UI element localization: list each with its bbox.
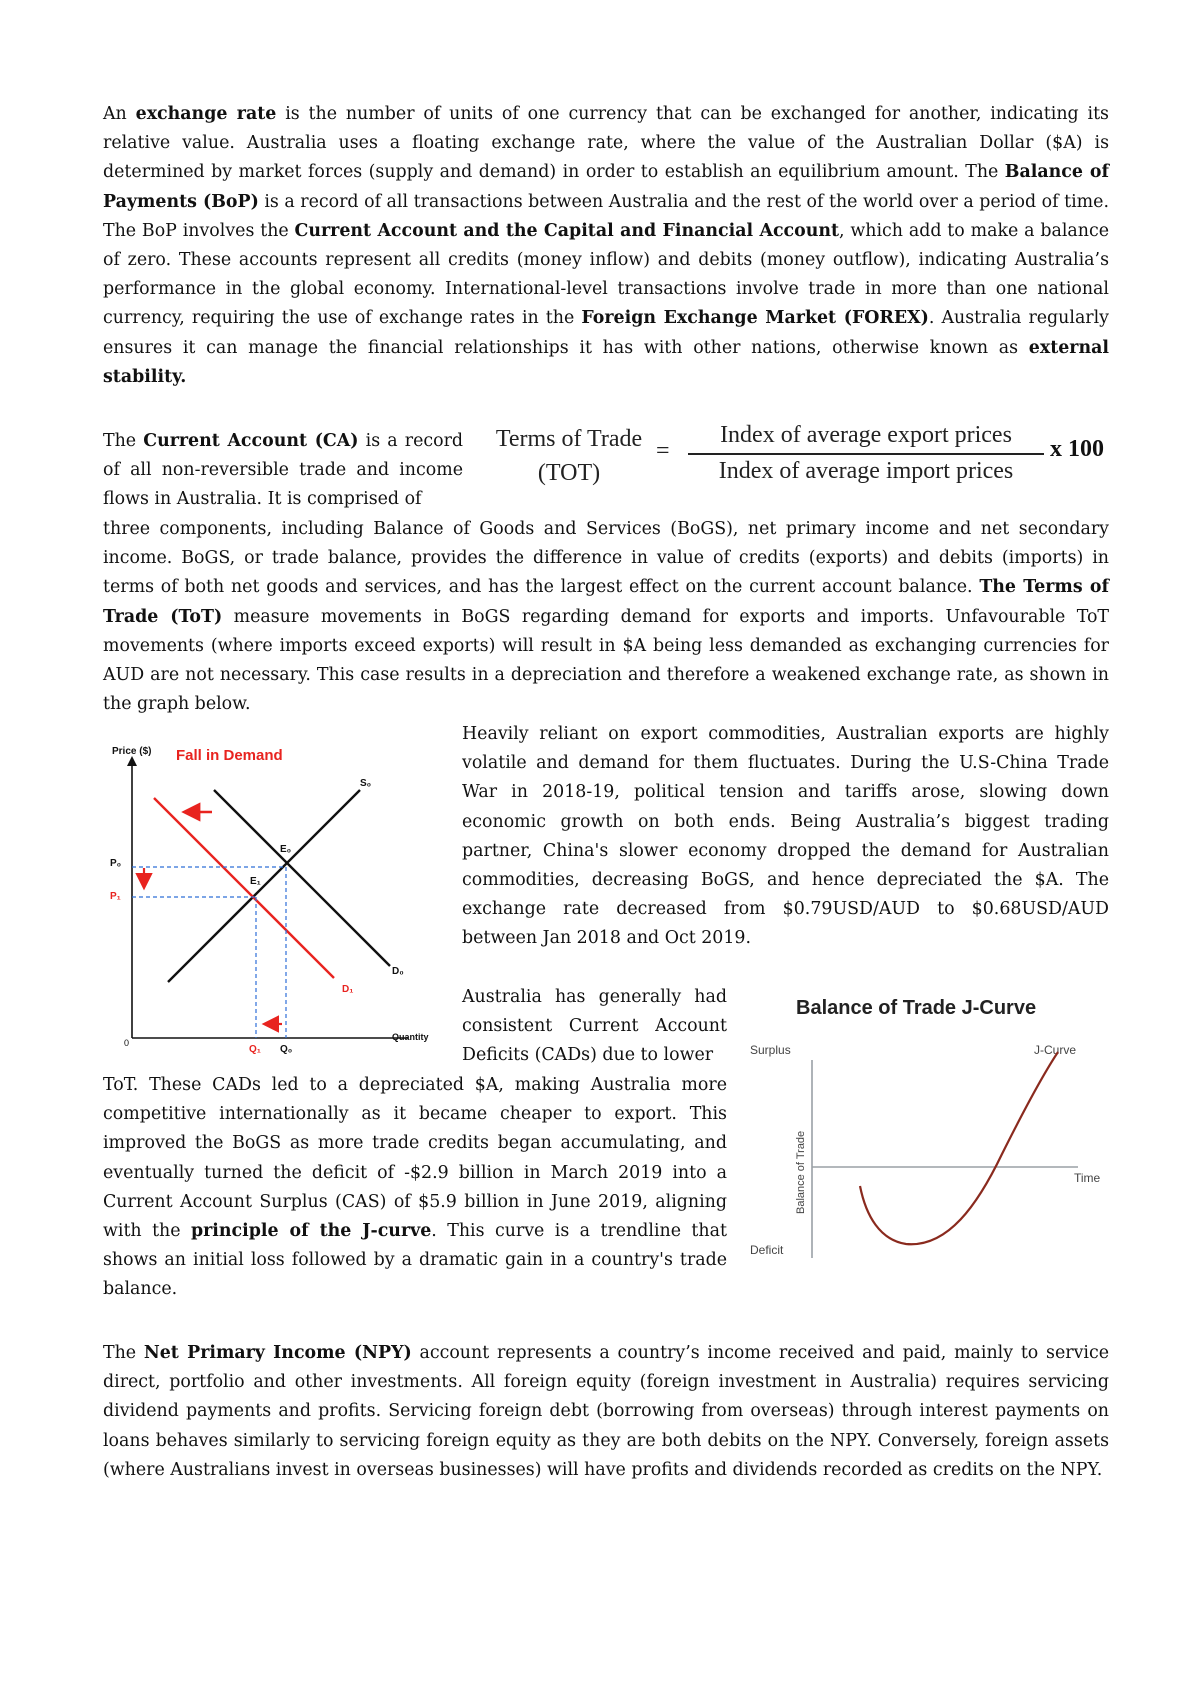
formula-lhs-abbrev: (TOT) xyxy=(537,460,601,486)
graph-title: Fall in Demand xyxy=(176,747,283,764)
formula-numerator: Index of average export prices xyxy=(720,422,1012,448)
text-run: three components, including Balance of Goods and Services (BoGS), net primary income and net secondary income. BoGS, or trade balance, provides the difference in value of credits (exports) and debits (imports) in terms of both net goods and services, and has the largest effect on the current account balance. xyxy=(103,519,1109,598)
text-run: measure movements in BoGS regarding demand for exports and imports. Unfavourable ToT movements (where imports exceed exports) will result in $A being less demanded as exchanging currencies for AUD are not necessary. This case results in a depreciation and therefore a weakened exchange rate, as shown in the graph below. xyxy=(103,606,1110,715)
bold-term: Net Primary Income (NPY) xyxy=(143,1343,412,1363)
time-axis-label: Time xyxy=(1074,1171,1101,1185)
bold-term: Foreign Exchange Market (FOREX) xyxy=(581,308,929,329)
current-account-paragraph-start xyxy=(103,427,463,515)
text-run: The xyxy=(103,1343,144,1363)
j-curve-graph xyxy=(748,990,1118,1260)
surplus-label: Surplus xyxy=(750,1043,791,1057)
p1-label: P₁ xyxy=(110,891,121,902)
bold-term: Current Account and the Capital and Financial Account xyxy=(294,220,840,241)
terms-of-trade-formula xyxy=(474,420,1114,490)
text-run: . This curve is a trendline that shows an initial loss followed by a dramatic gain in a country's trade balance. xyxy=(103,1221,727,1300)
new-demand-curve xyxy=(154,798,334,978)
supply-curve xyxy=(168,790,360,982)
intro-paragraph xyxy=(103,100,1109,392)
text-run: ToT. These CADs led to a depreciated $A, making Australia more competitive internationally as it became cheaper to export. This improved the BoGS as more trade credits began accumulating, and eventually turned the deficit of -$2.9 billion in March 2019 into a Current Account Surplus (CAS) of $5.9 billion in June 2019, aligning with the xyxy=(103,1075,727,1242)
text-run: . Australia regularly ensures it can manage the financial relationships it has with other nations, otherwise known as xyxy=(103,308,1110,358)
bold-term: external stability. xyxy=(103,337,1109,387)
text-run: Heavily reliant on export commodities, Australian exports are highly volatile and demand for them fluctuates. During the U.S-China Trade War in 2018-19, political tension and tariffs arose, slowing down economic growth on both ends. Being Australia’s biggest trading partner, China's slower economy dropped the demand for Australian commodities, decreasing BoGS, and hence depreciated the $A. The exchange rate decreased from $0.79USD/AUD to $0.68USD/AUD between Jan 2018 and Oct 2019. xyxy=(462,724,1109,949)
bold-term: principle of the J-curve xyxy=(190,1221,432,1242)
bold-term: exchange rate xyxy=(135,104,277,124)
formula-denominator: Index of average import prices xyxy=(718,458,1014,484)
j-curve-line xyxy=(860,1052,1058,1244)
trade-balance-axis-label: Balance of Trade xyxy=(795,1130,807,1214)
original-demand-curve xyxy=(214,790,390,966)
formula-equals: = xyxy=(656,438,670,464)
formula-fraction-bar xyxy=(688,453,1044,455)
trade-war-paragraph xyxy=(462,720,1109,954)
text-run: An xyxy=(103,104,136,124)
cad-paragraph-start xyxy=(462,983,727,1071)
curve-label: J-Curve xyxy=(1034,1043,1077,1057)
text-run: is the number of units of one currency that can be exchanged for another, indicating its relative value. Australia uses a floating exchange rate, where the value of the Australian Dollar ($A) is determined by market forces (supply and demand) in order to establish an equilibrium amount. The xyxy=(103,104,1109,183)
npy-paragraph xyxy=(103,1339,1109,1485)
cad-paragraph-continued xyxy=(103,1071,727,1305)
quantity-axis-label: Quantity xyxy=(392,1032,429,1042)
supply-label: S₀ xyxy=(360,778,372,789)
formula-lhs xyxy=(474,422,664,490)
q0-label: Q₀ xyxy=(280,1044,293,1055)
q1-label: Q₁ xyxy=(249,1044,261,1055)
text-run: Australia has generally had consistent Current Account Deficits (CADs) due to lower xyxy=(462,987,727,1066)
eq1-label: E₁ xyxy=(250,876,261,887)
formula-lhs-title: Terms of Trade xyxy=(495,426,643,452)
text-run: is a record of all transactions between Australia and the rest of the world over a period of time. The BoP involves the xyxy=(103,191,1109,241)
eq0-label: E₀ xyxy=(280,844,292,855)
current-account-paragraph-continued xyxy=(103,515,1109,719)
bold-term: Balance of Payments (BoP) xyxy=(103,162,1109,212)
fall-in-demand-graph xyxy=(108,742,448,1055)
price-axis-label: Price ($) xyxy=(112,746,152,757)
price-axis-arrow-icon xyxy=(127,756,137,766)
p0-label: P₀ xyxy=(110,858,122,869)
bold-term: The Terms of Trade (ToT) xyxy=(103,577,1109,627)
text-run: The xyxy=(103,431,144,451)
jcurve-title: Balance of Trade J-Curve xyxy=(796,997,1037,1019)
text-run: , which add to make a balance of zero. These accounts represent all credits (money inflow) and debits (money outflow), indicating Australia’s performance in the global economy. International-level transactions involve trade in more than one national currency, requiring the use of exchange rates in the xyxy=(103,220,1109,329)
bold-term: Current Account (CA) xyxy=(143,431,359,451)
formula-multiplier: x 100 xyxy=(1050,436,1104,462)
text-run: account represents a country’s income received and paid, mainly to service direct, portfolio and other investments. All foreign equity (foreign investment in Australia) requires servicing dividend payments and profits. Servicing foreign debt (borrowing from overseas) through interest payments on loans behaves similarly to servicing foreign equity as they are both debits on the NPY. Conversely, foreign assets (where Australians invest in overseas businesses) will have profits and dividends recorded as credits on the NPY. xyxy=(103,1343,1109,1480)
original-demand-label: D₀ xyxy=(392,966,404,977)
deficit-label: Deficit xyxy=(750,1243,784,1257)
new-demand-label: D₁ xyxy=(342,984,354,995)
origin-label: 0 xyxy=(124,1038,130,1048)
text-run: is a record of all non-reversible trade and income flows in Australia. It is comprised of xyxy=(103,431,464,510)
